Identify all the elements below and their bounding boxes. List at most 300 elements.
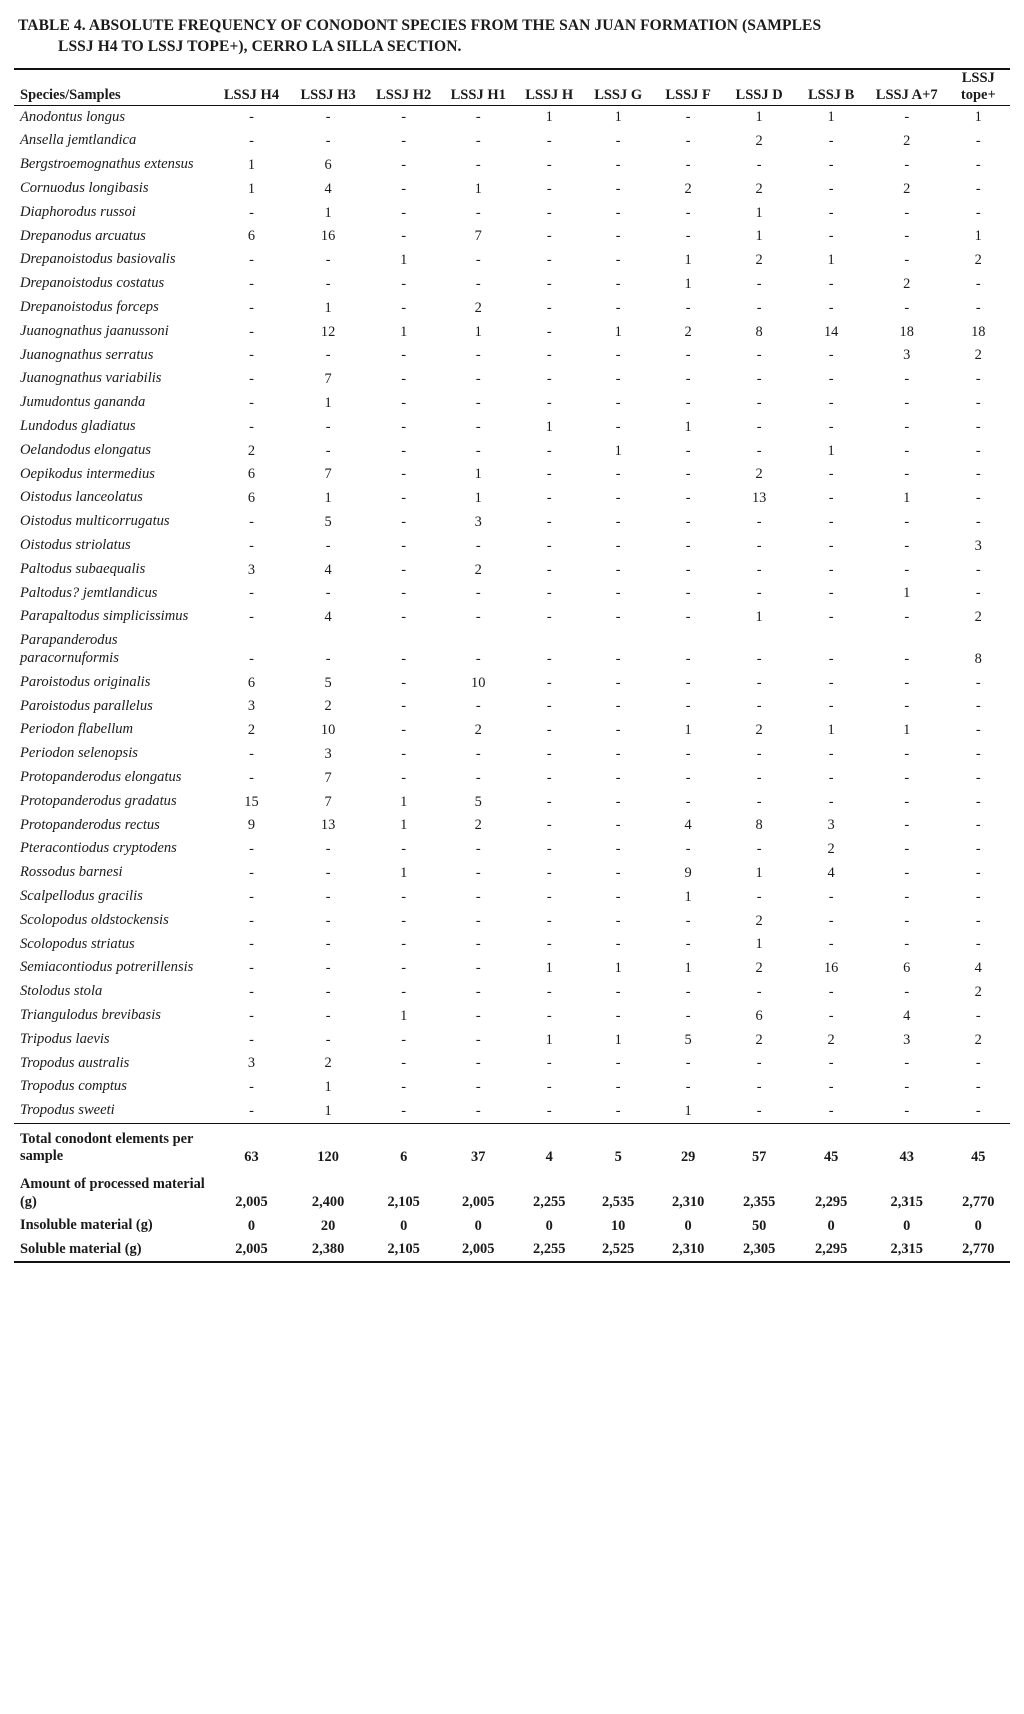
cell-count: 1 <box>474 323 482 340</box>
cell-count: - <box>325 442 331 459</box>
cell-count: - <box>685 371 691 388</box>
cell-count: - <box>249 204 254 221</box>
cell-count: - <box>401 722 407 739</box>
cell-count: - <box>401 228 407 245</box>
cell-count: - <box>615 228 621 245</box>
summary-cell: 43 <box>867 1123 947 1169</box>
species-name: Rossodus barnesi <box>20 864 123 881</box>
cell-count: - <box>401 561 407 578</box>
cell-count: - <box>975 157 981 174</box>
cell-count: - <box>475 109 481 126</box>
cell-count: - <box>756 537 762 554</box>
cell-count: - <box>615 1079 621 1096</box>
species-name: Protopanderodus elongatus <box>20 768 182 785</box>
species-name: Drepanoistodus basiovalis <box>20 251 176 268</box>
cell-count: - <box>249 299 254 316</box>
cell-count: 1 <box>545 960 553 977</box>
cell-count: 1 <box>545 418 553 435</box>
cell-count: - <box>325 1031 331 1048</box>
cell-count: 3 <box>247 1055 256 1072</box>
species-name: Paltodus subaequalis <box>20 560 146 577</box>
cell-count: 7 <box>324 371 332 388</box>
cell-count: - <box>756 371 762 388</box>
cell-count: - <box>546 228 552 245</box>
cell-count: 1 <box>614 109 622 126</box>
cell-count: 1 <box>974 228 982 245</box>
cell-count: 2 <box>974 609 982 626</box>
cell-count: - <box>975 442 981 459</box>
summary-cell: 57 <box>723 1123 796 1169</box>
cell-count: 1 <box>903 585 911 602</box>
cell-count: - <box>325 537 331 554</box>
summary-cell: 50 <box>751 1217 767 1234</box>
cell-count: - <box>685 983 691 1000</box>
table-row <box>14 534 1010 558</box>
cell-count: 1 <box>827 722 835 739</box>
cell-count: - <box>475 252 481 269</box>
cell-count: - <box>828 347 834 364</box>
header-row <box>14 69 1010 105</box>
cell-count: - <box>828 698 834 715</box>
cell-count: - <box>475 841 481 858</box>
cell-count: 7 <box>324 466 332 483</box>
species-name: Semiacontiodus potrerillensis <box>20 959 194 976</box>
cell-count: - <box>615 1007 621 1024</box>
cell-count: - <box>615 276 621 292</box>
cell-count: 13 <box>320 817 336 834</box>
cell-count: - <box>401 650 407 667</box>
cell-count: - <box>615 912 621 929</box>
cell-count: 2 <box>755 960 763 977</box>
cell-count: - <box>325 133 331 150</box>
table-row <box>14 790 1010 814</box>
cell-count: - <box>904 466 910 483</box>
cell-count: - <box>401 609 407 626</box>
table-row <box>14 296 1010 320</box>
cell-count: - <box>904 204 910 221</box>
cell-count: - <box>615 1055 621 1072</box>
species-name: Tropodus comptus <box>20 1078 127 1095</box>
cell-count: - <box>828 609 834 626</box>
cell-count: 2 <box>755 912 763 929</box>
conodont-frequency-table <box>14 68 1010 1263</box>
cell-count: - <box>401 841 407 858</box>
cell-count: 16 <box>823 960 839 977</box>
summary-cell: 4 <box>516 1123 583 1169</box>
cell-count: - <box>904 769 910 786</box>
cell-count: - <box>828 299 834 316</box>
summary-cell: 120 <box>290 1123 367 1169</box>
cell-count: - <box>828 180 834 197</box>
summary-cell: 45 <box>947 1123 1010 1169</box>
cell-count: - <box>975 864 981 881</box>
cell-count: - <box>401 490 407 507</box>
cell-count: - <box>828 133 834 150</box>
table-row <box>14 486 1010 510</box>
species-name: Periodon flabellum <box>20 721 134 738</box>
cell-count: - <box>975 276 981 292</box>
species-name: Oelandodus elongatus <box>20 441 151 458</box>
cell-count: 1 <box>400 793 408 810</box>
column-header-lssj-h3: LSSJ H3 <box>290 69 367 105</box>
cell-count: - <box>904 1102 910 1119</box>
cell-count: - <box>975 912 981 929</box>
column-header-lssj-a7: LSSJ A+7 <box>867 69 947 105</box>
cell-count: 2 <box>903 180 911 197</box>
summary-cell: 2,305 <box>723 1238 796 1263</box>
cell-count: - <box>615 698 621 715</box>
cell-count: 7 <box>324 793 332 810</box>
cell-count: - <box>475 609 481 626</box>
species-name: Diaphorodus russoi <box>20 203 136 220</box>
cell-count: - <box>904 745 910 762</box>
summary-row <box>14 1214 1010 1238</box>
cell-count: - <box>615 561 621 578</box>
cell-count: - <box>615 793 621 810</box>
cell-count: - <box>756 276 762 292</box>
caption-line-1: TABLE 4. ABSOLUTE FREQUENCY OF CONODONT SPECIES FROM THE SAN JUAN FORMATION (SAMPLES <box>18 17 822 34</box>
cell-count: - <box>401 698 407 715</box>
table-row <box>14 671 1010 695</box>
cell-count: 6 <box>247 674 256 691</box>
cell-count: - <box>401 960 407 977</box>
cell-count: 1 <box>684 1102 692 1119</box>
cell-count: - <box>685 698 691 715</box>
summary-cell: 0 <box>545 1217 553 1234</box>
species-name: Anodontus longus <box>20 108 125 125</box>
species-name: Scolopodus oldstockensis <box>20 911 169 928</box>
cell-count: 1 <box>614 1031 622 1048</box>
cell-count: 7 <box>474 228 482 245</box>
cell-count: - <box>401 394 407 411</box>
summary-label: Insoluble material (g) <box>20 1217 153 1234</box>
cell-count: - <box>249 864 254 881</box>
cell-count: - <box>975 394 981 411</box>
cell-count: - <box>325 960 331 977</box>
species-name: Drepanoistodus costatus <box>20 275 165 292</box>
cell-count: - <box>904 418 910 435</box>
cell-count: - <box>546 722 552 739</box>
species-name: Juanognathus variabilis <box>20 370 162 387</box>
cell-count: - <box>756 745 762 762</box>
cell-count: - <box>756 674 762 691</box>
cell-count: - <box>546 817 552 834</box>
table-row <box>14 1004 1010 1028</box>
species-name: Scolopodus striatus <box>20 935 135 952</box>
cell-count: - <box>249 276 254 292</box>
cell-count: - <box>475 1079 481 1096</box>
summary-cell: 2,005 <box>441 1238 516 1263</box>
cell-count: 2 <box>324 698 332 715</box>
cell-count: - <box>615 745 621 762</box>
cell-count: - <box>828 585 834 602</box>
summary-cell: 0 <box>974 1217 982 1234</box>
summary-cell: 37 <box>441 1123 516 1169</box>
cell-count: - <box>325 109 331 126</box>
cell-count: - <box>546 537 552 554</box>
cell-count: - <box>615 133 621 150</box>
cell-count: 3 <box>247 561 256 578</box>
cell-count: - <box>828 1079 834 1096</box>
cell-count: - <box>685 745 691 762</box>
cell-count: - <box>975 1007 981 1024</box>
summary-cell: 2,005 <box>462 1194 495 1211</box>
cell-count: - <box>546 936 552 953</box>
cell-count: - <box>615 983 621 1000</box>
cell-count: 14 <box>823 323 839 340</box>
cell-count: - <box>756 769 762 786</box>
species-name: Juanognathus serratus <box>20 346 154 363</box>
cell-count: - <box>756 513 762 530</box>
cell-count: - <box>904 561 910 578</box>
column-header-lssj-tope: LSSJ tope+ <box>947 69 1010 105</box>
cell-count: 1 <box>474 490 482 507</box>
cell-count: - <box>325 347 331 364</box>
table-row <box>14 980 1010 1004</box>
cell-count: - <box>828 745 834 762</box>
cell-count: - <box>904 609 910 626</box>
cell-count: - <box>325 1007 331 1024</box>
cell-count: 10 <box>320 722 336 739</box>
cell-count: - <box>756 1079 762 1096</box>
species-name: Tropodus australis <box>20 1054 130 1071</box>
cell-count: - <box>615 466 621 483</box>
cell-count: - <box>475 1102 481 1119</box>
cell-count: - <box>756 650 762 667</box>
table-row <box>14 956 1010 980</box>
cell-count: 1 <box>324 490 332 507</box>
cell-count: - <box>249 983 254 1000</box>
cell-count: 2 <box>974 252 982 269</box>
cell-count: - <box>904 650 910 667</box>
cell-count: - <box>546 180 552 197</box>
cell-count: - <box>685 650 691 667</box>
cell-count: - <box>249 1031 254 1048</box>
cell-count: 1 <box>755 864 763 881</box>
cell-count: 1 <box>400 323 408 340</box>
summary-cell: 29 <box>653 1123 722 1169</box>
cell-count: 1 <box>755 204 763 221</box>
cell-count: - <box>828 561 834 578</box>
cell-count: - <box>756 299 762 316</box>
summary-cell: 20 <box>320 1217 336 1234</box>
cell-count: 2 <box>755 466 763 483</box>
species-name: Juanognathus jaanussoni <box>20 322 169 339</box>
cell-count: - <box>546 157 552 174</box>
cell-count: - <box>685 466 691 483</box>
cell-count: - <box>615 769 621 786</box>
cell-count: - <box>615 371 621 388</box>
cell-count: - <box>401 983 407 1000</box>
summary-label: Soluble material (g) <box>14 1238 213 1263</box>
cell-count: 15 <box>244 793 259 810</box>
cell-count: 3 <box>903 347 911 364</box>
cell-count: 2 <box>755 1031 763 1048</box>
cell-count: - <box>249 585 254 602</box>
cell-count: - <box>904 912 910 929</box>
cell-count: - <box>615 609 621 626</box>
cell-count: 12 <box>320 323 336 340</box>
cell-count: - <box>401 745 407 762</box>
cell-count: - <box>325 252 331 269</box>
cell-count: - <box>615 180 621 197</box>
cell-count: 1 <box>324 1102 332 1119</box>
cell-count: - <box>249 841 254 858</box>
summary-row <box>14 1238 1010 1263</box>
cell-count: - <box>904 371 910 388</box>
summary-cell: 63 <box>213 1123 290 1169</box>
species-name: Ansella jemtlandica <box>20 132 137 149</box>
cell-count: - <box>475 960 481 977</box>
table-row <box>14 1052 1010 1076</box>
cell-count: - <box>756 442 762 459</box>
summary-cell: 2,380 <box>290 1238 367 1263</box>
cell-count: - <box>615 157 621 174</box>
cell-count: - <box>249 1079 254 1096</box>
summary-cell: 2,295 <box>814 1194 848 1211</box>
table-row <box>14 605 1010 629</box>
cell-count: - <box>475 912 481 929</box>
cell-count: 5 <box>324 513 332 530</box>
cell-count: - <box>685 394 691 411</box>
summary-cell: 0 <box>474 1217 482 1234</box>
column-header-lssj-d: LSSJ D <box>723 69 796 105</box>
species-name: Drepanodus arcuatus <box>20 227 146 244</box>
table-row <box>14 129 1010 153</box>
cell-count: - <box>756 561 762 578</box>
column-header-lssj-h1: LSSJ H1 <box>441 69 516 105</box>
summary-cell: 2,105 <box>387 1194 420 1211</box>
cell-count: - <box>615 650 621 667</box>
cell-count: - <box>546 983 552 1000</box>
cell-count: - <box>249 133 254 150</box>
summary-cell: 2,310 <box>671 1194 705 1211</box>
summary-cell: 2,005 <box>235 1194 268 1211</box>
cell-count: 1 <box>614 442 622 459</box>
cell-count: - <box>401 537 407 554</box>
cell-count: - <box>475 1055 481 1072</box>
cell-count: - <box>685 609 691 626</box>
species-name: Triangulodus brevibasis <box>20 1006 161 1023</box>
table-row <box>14 391 1010 415</box>
species-name: Tropodus sweeti <box>20 1102 115 1119</box>
cell-count: - <box>975 698 981 715</box>
summary-cell: 2,315 <box>867 1238 947 1263</box>
cell-count: - <box>475 1007 481 1024</box>
cell-count: - <box>828 394 834 411</box>
cell-count: - <box>401 157 407 174</box>
cell-count: - <box>475 347 481 364</box>
cell-count: - <box>546 513 552 530</box>
cell-count: - <box>756 347 762 364</box>
cell-count: - <box>975 204 981 221</box>
cell-count: 18 <box>899 323 914 340</box>
table-row <box>14 320 1010 344</box>
cell-count: - <box>756 793 762 810</box>
cell-count: 1 <box>684 252 692 269</box>
column-header-lssj-g: LSSJ G <box>583 69 653 105</box>
cell-count: - <box>615 347 621 364</box>
cell-count: - <box>249 418 254 435</box>
cell-count: 1 <box>684 960 692 977</box>
cell-count: - <box>401 674 407 691</box>
cell-count: - <box>475 745 481 762</box>
cell-count: - <box>904 698 910 715</box>
cell-count: - <box>546 888 552 905</box>
cell-count: - <box>904 442 910 459</box>
table-row <box>14 1099 1010 1123</box>
cell-count: 1 <box>684 276 692 292</box>
cell-count: - <box>546 745 552 762</box>
cell-count: 7 <box>324 769 332 786</box>
cell-count: - <box>685 133 691 150</box>
cell-count: - <box>975 1079 981 1096</box>
cell-count: 6 <box>247 466 256 483</box>
cell-count: 4 <box>324 609 332 626</box>
cell-count: - <box>546 912 552 929</box>
table-body <box>14 105 1010 1262</box>
cell-count: 1 <box>684 888 692 905</box>
cell-count: - <box>685 204 691 221</box>
cell-count: 3 <box>827 817 835 834</box>
cell-count: - <box>828 537 834 554</box>
cell-count: - <box>401 204 407 221</box>
species-name: Drepanoistodus forceps <box>20 299 159 315</box>
cell-count: 1 <box>614 323 622 340</box>
summary-cell: 2,315 <box>890 1194 923 1211</box>
cell-count: - <box>249 347 254 364</box>
cell-count: - <box>546 371 552 388</box>
cell-count: - <box>975 561 981 578</box>
cell-count: 4 <box>903 1007 911 1024</box>
cell-count: 3 <box>474 513 482 530</box>
summary-cell: 2,535 <box>601 1194 635 1211</box>
cell-count: - <box>546 674 552 691</box>
cell-count: - <box>546 133 552 150</box>
cell-count: - <box>975 299 981 316</box>
species-name: Oistodus multicorrugatus <box>20 513 170 530</box>
cell-count: - <box>249 609 254 626</box>
cell-count: - <box>828 228 834 245</box>
cell-count: 1 <box>614 960 622 977</box>
cell-count: 1 <box>684 722 692 739</box>
table-row <box>14 629 1010 671</box>
cell-count: 4 <box>827 864 835 881</box>
table-row <box>14 510 1010 534</box>
summary-label: Amount of processed material (g) <box>20 1176 205 1210</box>
cell-count: 10 <box>471 674 486 691</box>
cell-count: - <box>249 109 254 126</box>
column-header-lssj-f: LSSJ F <box>653 69 722 105</box>
cell-count: - <box>546 793 552 810</box>
cell-count: - <box>475 650 481 667</box>
cell-count: - <box>249 537 254 554</box>
cell-count: - <box>325 418 331 435</box>
cell-count: - <box>475 371 481 388</box>
cell-count: 8 <box>755 817 763 834</box>
cell-count: - <box>685 1007 691 1024</box>
cell-count: - <box>975 1055 981 1072</box>
species-name: Periodon selenopsis <box>20 745 138 762</box>
table-row <box>14 766 1010 790</box>
cell-count: - <box>975 793 981 810</box>
cell-count: - <box>546 585 552 602</box>
cell-count: 8 <box>974 650 982 667</box>
cell-count: - <box>756 157 762 174</box>
cell-count: - <box>546 864 552 881</box>
cell-count: - <box>685 561 691 578</box>
summary-cell: 2,525 <box>583 1238 653 1263</box>
